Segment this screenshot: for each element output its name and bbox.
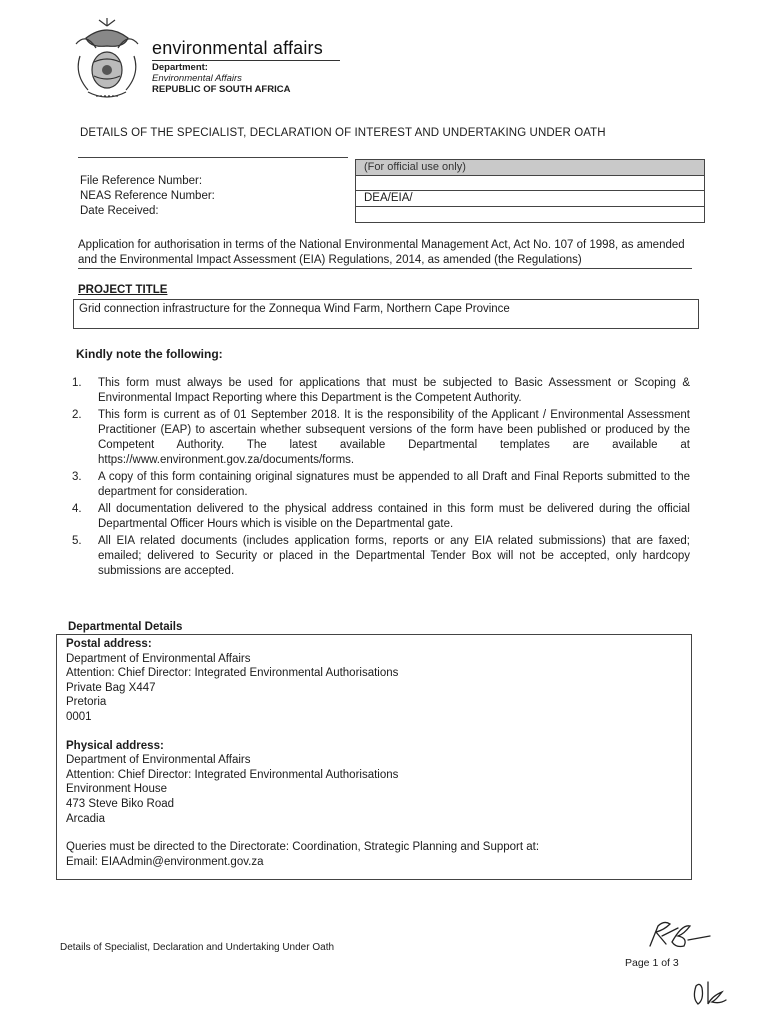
file-reference-field [356,175,704,176]
footer-document-name: Details of Specialist, Declaration and Undertaking Under Oath [60,942,335,953]
reference-divider [78,157,348,158]
physical-line: Environment House [66,783,167,796]
neas-reference-label: NEAS Reference Number: [80,190,215,202]
note-number: 3. [72,471,82,483]
project-title-label: PROJECT TITLE [78,284,168,296]
note-number: 2. [72,409,82,421]
postal-line: Pretoria [66,696,107,709]
reference-labels [80,174,215,219]
queries-text: Queries must be directed to the Directorate: Coordination, Strategic Planning and Support at: [66,841,540,854]
departmental-details-heading: Departmental Details [68,621,183,633]
brand-title: environmental affairs [152,38,323,58]
note-number: 5. [72,535,82,547]
handwritten-initials [644,916,716,952]
country-name: REPUBLIC OF SOUTH AFRICA [152,84,291,95]
physical-line: Arcadia [66,812,105,825]
postal-address-heading: Postal address: [66,638,152,650]
notes-list [70,376,690,581]
note-item [70,376,690,406]
physical-line: Attention: Chief Director: Integrated Environmental Authorisations [66,768,399,781]
date-received-field [356,206,704,207]
note-item [70,470,690,500]
coat-of-arms-logo [66,18,148,104]
date-received-label: Date Received: [80,205,159,217]
handwritten-mark [690,978,730,1008]
physical-address-heading: Physical address: [66,739,164,752]
page-number: Page 1 of 3 [625,957,679,969]
neas-reference-value: DEA/EIA/ [364,192,413,204]
intro-divider [78,268,692,269]
department-label: Department: [152,62,208,73]
note-text: A copy of this form containing original signatures must be appended to all Draft and Final Reports submitted to the department for consideration. [98,471,690,498]
official-use-box [355,159,705,223]
department-name: Environmental Affairs [152,73,242,84]
brand-subtitle [152,62,290,95]
email-link[interactable]: Email: EIAAdmin@environment.gov.za [66,855,264,868]
document-heading: DETAILS OF THE SPECIALIST, DECLARATION OF INTEREST AND UNDERTAKING UNDER OATH [80,127,606,139]
note-text: All EIA related documents (includes application forms, reports or any EIA related submissions) that are faxed; emailed; delivered to Security or placed in the Departmental Tender Box will not be accepted, only hardcopy submissions are accepted. [98,535,690,577]
note-number: 4. [72,503,82,515]
note-item [70,502,690,532]
official-use-label: (For official use only) [356,160,704,175]
departmental-details-content [66,637,539,869]
brand-underline [152,60,340,61]
project-title-value: Grid connection infrastructure for the Zonnequa Wind Farm, Northern Cape Province [79,303,510,315]
postal-line: Department of Environmental Affairs [66,652,251,665]
neas-reference-field [356,190,704,191]
note-text: All documentation delivered to the physical address contained in this form must be delivered during the official Departmental Officer Hours which is visible on the Departmental gate. [98,503,690,530]
note-text: This form must always be used for applications that must be subjected to Basic Assessment or Scoping & Environmental Impact Reporting where this Department is the Competent Authority. [98,377,690,404]
physical-line: 473 Steve Biko Road [66,797,175,810]
file-reference-label: File Reference Number: [80,175,203,187]
postal-line: Private Bag X447 [66,681,156,694]
application-intro: Application for authorisation in terms of the National Environmental Management Act, Act No. 107 of 1998, as amended and the Environmental Impact Assessment (EIA) Regulations, 2014, as amended (the Regulations) [78,239,685,266]
project-title-box [73,299,699,329]
postal-line: Attention: Chief Director: Integrated Environmental Authorisations [66,667,399,680]
physical-line: Department of Environmental Affairs [66,754,251,767]
notes-heading: Kindly note the following: [76,347,223,361]
postal-line: 0001 [66,710,92,723]
note-number: 1. [72,377,82,389]
note-item [70,534,690,579]
note-text: This form is current as of 01 September 2018. It is the responsibility of the Applicant / Environmental Assessment Practitioner (EAP) to ascertain whether subsequent versions of the form have been published or produced by the Competent Authority. The latest available Departmental templates are available at https://www.environment.gov.za/documents/forms. [98,409,690,466]
note-item [70,408,690,468]
